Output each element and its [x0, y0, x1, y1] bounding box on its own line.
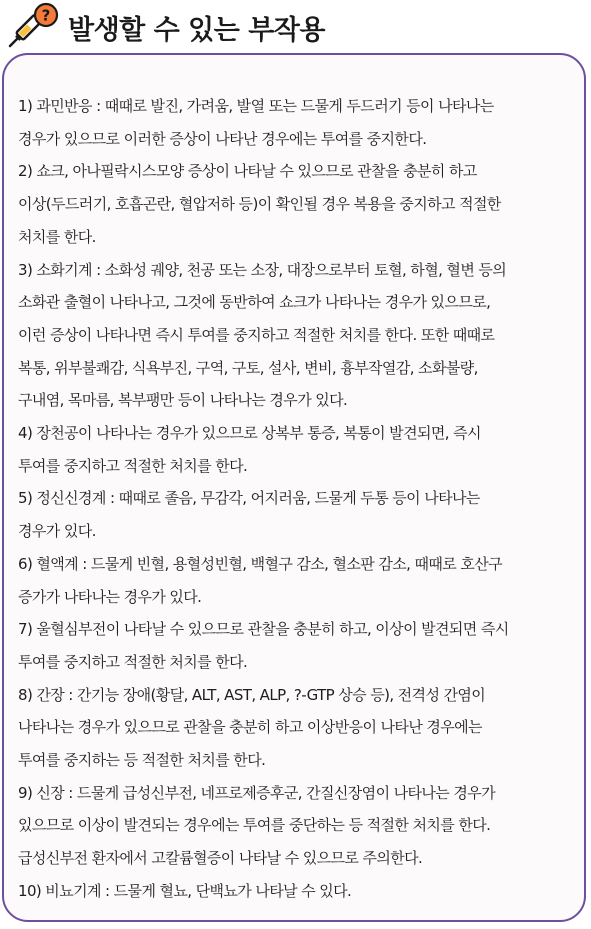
text-line: 복통, 위부불쾌감, 식욕부진, 구역, 구토, 설사, 변비, 흉부작열감, 소화불량, — [18, 358, 478, 377]
text-line: 경우가 있으므로 이러한 증상이 나타난 경우에는 투여를 중지한다. — [18, 129, 427, 148]
text-line: 투여를 중지하는 등 적절한 처치를 한다. — [18, 751, 266, 770]
text-line: 이상(두드러기, 호흡곤란, 혈압저하 등)이 확인될 경우 복용을 중지하고 적절한 — [18, 195, 501, 214]
page-title: 발생할 수 있는 부작용 — [68, 15, 325, 46]
text-line: 구내염, 목마름, 복부팽만 등이 나타나는 경우가 있다. — [18, 391, 348, 410]
text-line: 처치를 한다. — [18, 227, 96, 246]
text-line: 10) 비뇨기계 : 드물게 혈뇨, 단백뇨가 나타날 수 있다. — [18, 881, 352, 900]
text-line: 투여를 중지하고 적절한 처치를 한다. — [18, 652, 248, 671]
text-line: 이런 증상이 나타나면 즉시 투여를 중지하고 적절한 처치를 한다. 또한 때때로 — [18, 325, 495, 344]
text-line: 증가가 나타나는 경우가 있다. — [18, 587, 202, 606]
text-line: 8) 간장 : 간기능 장애(황달, ALT, AST, ALP, ?-GTP 상승 등), 전격성 간염이 — [18, 685, 486, 704]
text-line: 나타나는 경우가 있으므로 관찰을 충분히 하고 이상반응이 나타난 경우에는 — [18, 718, 482, 737]
text-line: 3) 소화기계 : 소화성 궤양, 천공 또는 소장, 대장으로부터 토혈, 하혈, 혈변 등의 — [18, 260, 507, 279]
side-effects-list — [18, 90, 580, 908]
text-line: 5) 정신신경계 : 때때로 졸음, 무감각, 어지러움, 드물게 두통 등이 나타나는 — [18, 489, 480, 508]
text-line: 1) 과민반응 : 때때로 발진, 가려움, 발열 또는 드물게 두드러기 등이 나타나는 — [18, 97, 494, 115]
syringe-question-icon — [4, 2, 60, 52]
text-line: 소화관 출혈이 나타나고, 그것에 동반하여 쇼크가 나타나는 경우가 있으므로, — [18, 293, 491, 312]
text-line: 경우가 있다. — [18, 522, 96, 541]
text-line: 7) 울혈심부전이 나타날 수 있으므로 관찰을 충분히 하고, 이상이 발견되면 즉시 — [18, 620, 509, 639]
header — [0, 0, 591, 52]
text-line: 4) 장천공이 나타나는 경우가 있으므로 상복부 통증, 복통이 발견되면, 즉시 — [18, 424, 481, 443]
text-line: 있으므로 이상이 발견되는 경우에는 투여를 중단하는 등 적절한 처치를 한다. — [18, 816, 491, 835]
text-line: 2) 쇼크, 아나필락시스모양 증상이 나타날 수 있으므로 관찰을 충분히 하고 — [18, 162, 477, 181]
text-line: 급성신부전 환자에서 고칼륨혈증이 나타날 수 있으므로 주의한다. — [18, 849, 423, 868]
text-line: 투여를 중지하고 적절한 처치를 한다. — [18, 456, 248, 475]
text-line: 9) 신장 : 드물게 급성신부전, 네프로제증후군, 간질신장염이 나타나는 경우가 — [18, 783, 496, 802]
svg-text:?: ? — [41, 6, 51, 25]
text-line: 6) 혈액계 : 드물게 빈혈, 용혈성빈혈, 백혈구 감소, 혈소판 감소, 때때로 호산구 — [18, 554, 502, 573]
